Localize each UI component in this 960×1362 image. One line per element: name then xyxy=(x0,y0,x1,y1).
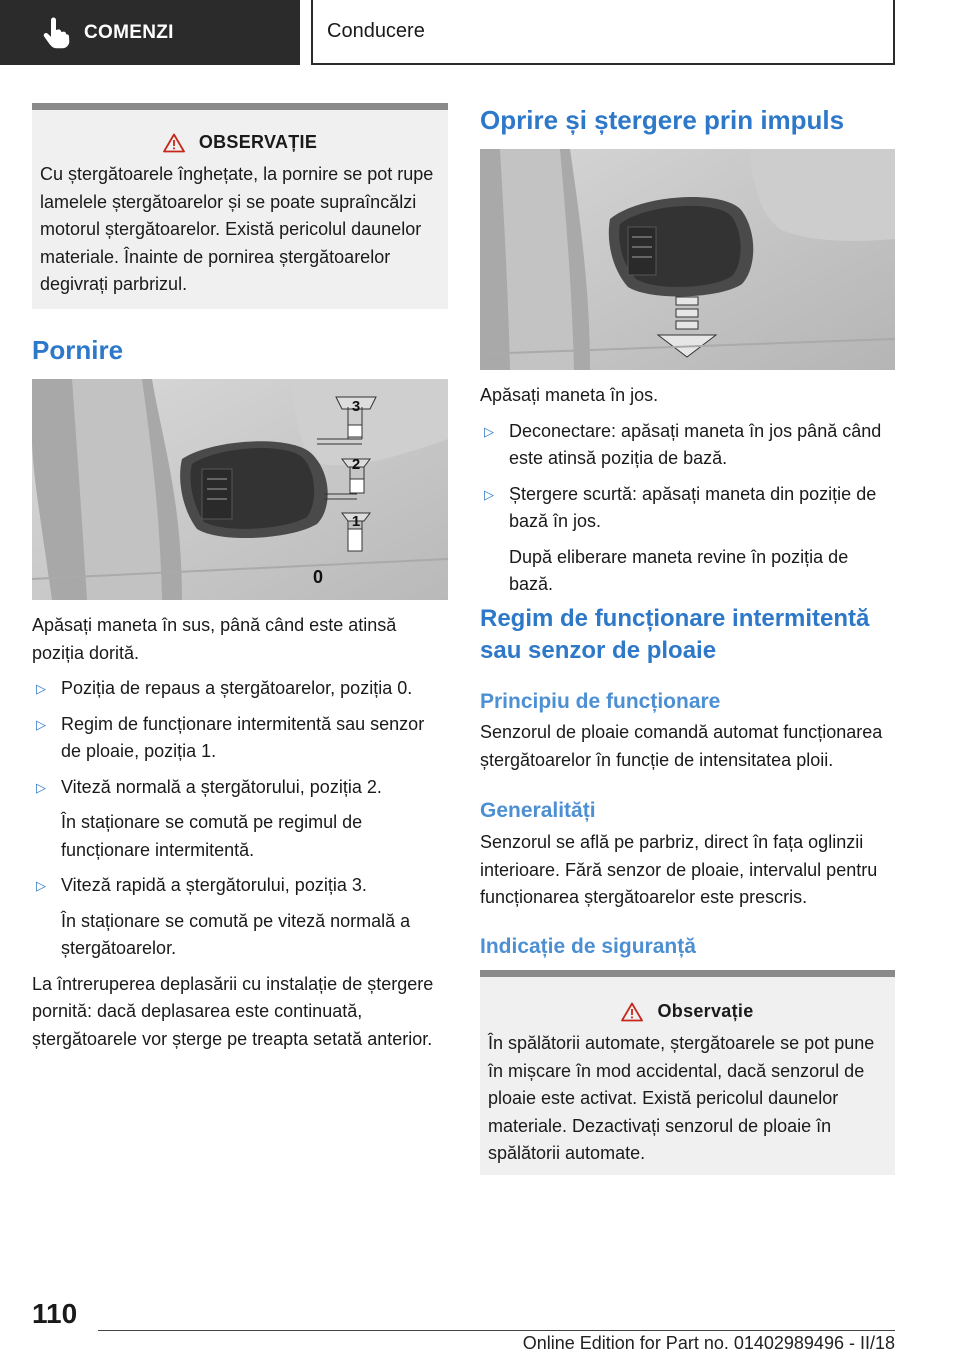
safety-note xyxy=(480,970,895,1175)
list-item: ▷ Poziția de repaus a ștergătoarelor, poziția 0. xyxy=(32,675,448,703)
hand-pointer-icon xyxy=(38,16,72,50)
oprire-body xyxy=(480,382,895,599)
position-2-label: 2 xyxy=(351,456,361,473)
list-item: ▷ Deconectare: apăsați maneta în jos până când este atinsă poziția de bază. xyxy=(480,418,895,473)
page-number: 110 xyxy=(32,1298,78,1329)
triangle-bullet-icon: ▷ xyxy=(484,423,494,439)
section-heading-pornire: Pornire xyxy=(32,335,124,365)
note-title: Observație xyxy=(657,1001,754,1021)
wiper-lever-up-figure xyxy=(32,379,448,600)
generalitati-text: Senzorul se află pe parbriz, direct în fața oglinzii interioare. Fără senzor de ploaie, intervalul pentru funcționarea ștergătoarelor este prescris. xyxy=(480,832,878,907)
section-tab[interactable] xyxy=(0,0,300,65)
pornire-intro: Apăsați maneta în sus, până când este atinsă poziția dorită. xyxy=(32,615,397,663)
position-1-label: 1 xyxy=(351,513,361,530)
list-item: ▷ Viteză normală a ștergătorului, poziția 2. xyxy=(32,774,448,802)
footer-divider xyxy=(98,1330,895,1331)
subheading-principiu: Principiu de funcționare xyxy=(480,690,721,713)
list-item-subtext: După eliberare maneta revine în poziția de bază. xyxy=(509,546,849,594)
triangle-bullet-icon: ▷ xyxy=(484,486,494,502)
triangle-bullet-icon: ▷ xyxy=(36,716,46,732)
position-3-label: 3 xyxy=(351,398,361,415)
subheading-indicatie: Indicație de siguranță xyxy=(480,935,696,958)
triangle-bullet-icon: ▷ xyxy=(36,779,46,795)
wiper-lever-down-figure xyxy=(480,149,895,370)
principiu-text: Senzorul de ploaie comandă automat funcționarea ștergătoarelor în funcție de intensitatea ploii. xyxy=(480,722,883,770)
warning-triangle-icon xyxy=(163,133,185,153)
warning-note xyxy=(32,103,448,309)
note-text: În spălătorii automate, ștergătoarele se pot pune în mișcare în mod accidental, dacă senzorul de ploaie este activat. Există pericolul daunelor materiale. Dezactivați senzorul de ploaie în spălătorii automate. xyxy=(488,1033,875,1163)
section-heading-regim: Regim de funcționare intermitentă sau senzor de ploaie xyxy=(480,605,870,664)
list-item: ▷ Ștergere scurtă: apăsați maneta din poziție de bază în jos. xyxy=(480,481,895,536)
triangle-bullet-icon: ▷ xyxy=(36,681,46,696)
note-title: OBSERVAȚIE xyxy=(198,132,318,152)
subheading-generalitati: Generalități xyxy=(480,799,596,822)
pornire-closing: La întreruperea deplasării cu instalație de ștergere pornită: dacă deplasarea este continuată, ștergătoarele vor șterge pe treapta setată anterior. xyxy=(32,973,434,1049)
section-heading-oprire: Oprire și ștergere prin impuls xyxy=(480,105,845,135)
note-text: Cu ștergătoarele înghețate, la pornire se pot rupe lamelele ștergătoarelor și se poate supraîncălzi motorul ștergătoarelor. Există pericolul daunelor materiale. Înainte de pornirea ștergătoarelor degivrați parbrizul. xyxy=(40,164,434,294)
list-item: ▷ Viteză rapidă a ștergătorului, poziția 3. xyxy=(32,872,448,900)
chapter-header xyxy=(311,0,895,65)
chapter-label: Conducere xyxy=(327,20,425,42)
list-item-subtext: În staționare se comută pe viteză normală a ștergătoarelor. xyxy=(61,910,411,958)
pornire-body xyxy=(32,612,448,1053)
edition-text: Online Edition for Part no. 01402989496 - II/18 xyxy=(522,1333,895,1353)
position-0-label: 0 xyxy=(312,567,324,587)
triangle-bullet-icon: ▷ xyxy=(36,878,46,893)
warning-triangle-icon xyxy=(621,1002,643,1022)
oprire-intro: Apăsați maneta în jos. xyxy=(480,385,659,405)
section-label: COMENZI xyxy=(84,21,174,43)
list-item: ▷ Regim de funcționare intermitentă sau senzor de ploaie, poziția 1. xyxy=(32,711,448,766)
list-item-subtext: În staționare se comută pe regimul de funcționare intermitentă. xyxy=(61,812,363,860)
